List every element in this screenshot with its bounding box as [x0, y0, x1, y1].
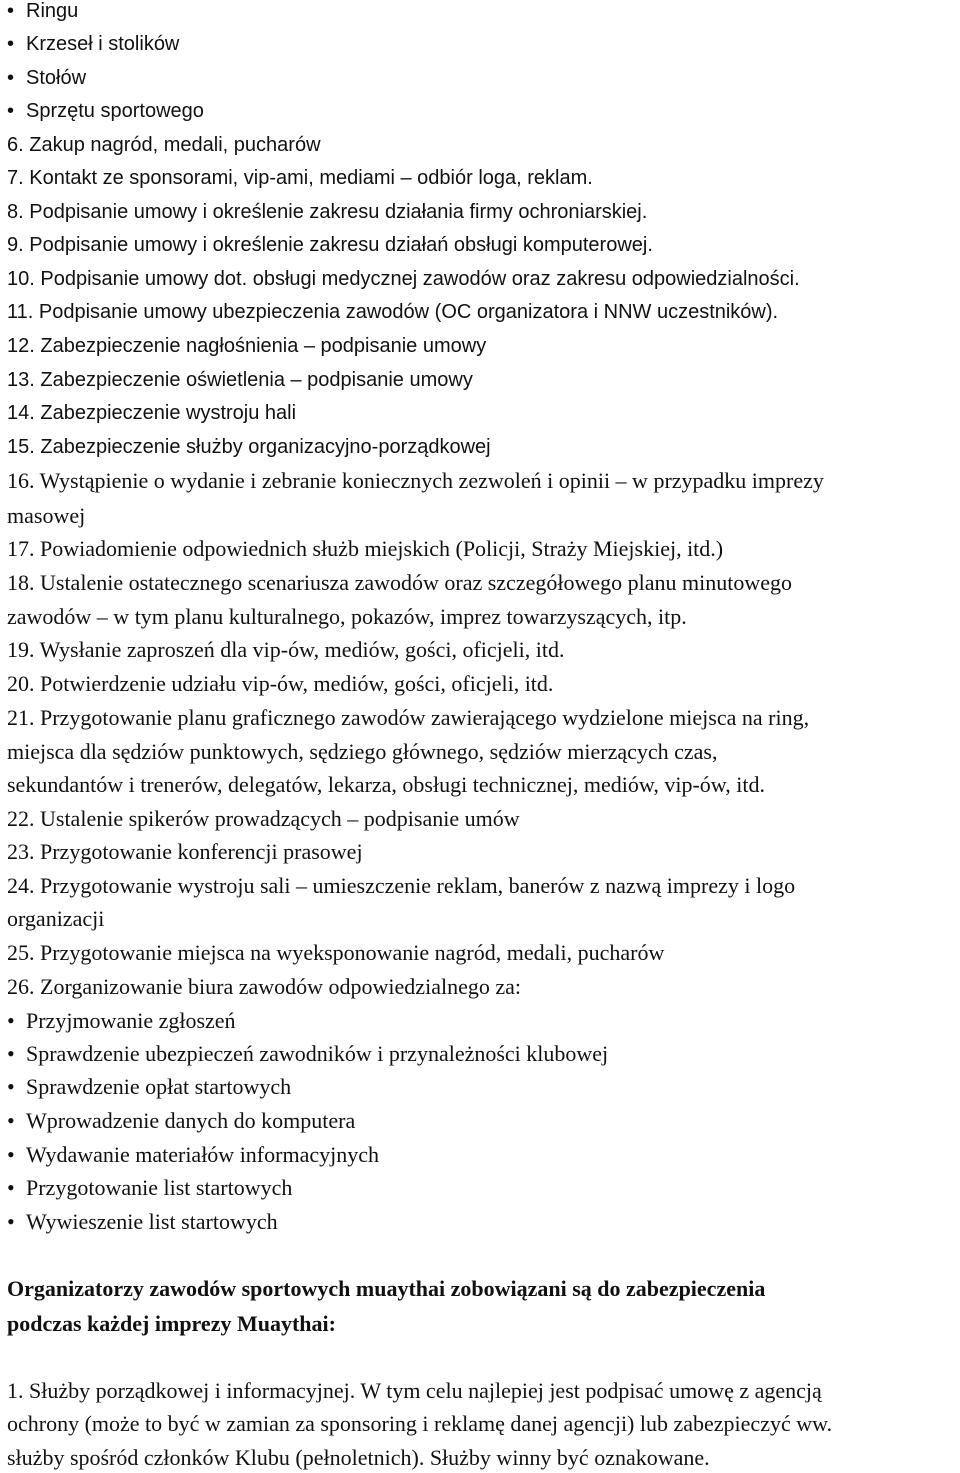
- line-text: 14. Zabezpieczenie wystroju hali: [7, 402, 297, 424]
- text-line: [7, 198, 647, 226]
- text-line: [7, 1377, 822, 1405]
- text-line: [7, 872, 795, 900]
- text-line: [7, 771, 765, 799]
- bullet-icon: •: [7, 100, 15, 122]
- line-text: 26. Zorganizowanie biura zawodów odpowiedzialnego za:: [7, 974, 521, 999]
- text-line: [7, 939, 664, 967]
- text-line: [7, 905, 104, 933]
- line-text: 23. Przygotowanie konferencji prasowej: [7, 839, 363, 864]
- bullet-icon: •: [7, 1108, 15, 1133]
- line-text: 7. Kontakt ze sponsorami, vip-ami, mediami – odbiór loga, reklam.: [7, 167, 593, 189]
- text-line: [7, 838, 363, 866]
- line-text: Wprowadzenie danych do komputera: [26, 1108, 356, 1133]
- line-text: podczas każdej imprezy Muaythai:: [7, 1311, 336, 1336]
- line-text: Ringu: [26, 0, 79, 22]
- text-line: [7, 1410, 832, 1438]
- bullet-icon: •: [7, 67, 15, 89]
- text-line: [7, 535, 723, 563]
- text-line: [7, 973, 521, 1001]
- line-text: służby spośród członków Klubu (pełnoletnich). Służby winny być oznakowane.: [7, 1445, 710, 1470]
- text-line: [7, 399, 296, 427]
- line-text: Krzeseł i stolików: [26, 33, 180, 55]
- bullet-icon: •: [7, 1175, 15, 1200]
- text-line: [7, 1444, 710, 1472]
- bold-heading-line: [7, 1275, 765, 1303]
- text-line: [7, 467, 824, 495]
- bold-heading-line: [7, 1310, 336, 1338]
- line-text: 11. Podpisanie umowy ubezpieczenia zawodów (OC organizatora i NNW uczestników).: [7, 301, 779, 323]
- text-line: [7, 164, 593, 192]
- bullet-icon: •: [7, 1209, 15, 1234]
- line-text: 6. Zakup nagród, medali, pucharów: [7, 134, 321, 156]
- text-line: [7, 502, 85, 530]
- line-text: zawodów – w tym planu kulturalnego, pokazów, imprez towarzyszących, itp.: [7, 604, 687, 629]
- bullet-icon: •: [7, 33, 15, 55]
- line-text: 13. Zabezpieczenie oświetlenia – podpisanie umowy: [7, 369, 473, 391]
- line-text: Sprawdzenie opłat startowych: [26, 1074, 292, 1099]
- line-text: 9. Podpisanie umowy i określenie zakresu działań obsługi komputerowej.: [7, 234, 653, 256]
- bullet-item: [7, 97, 204, 125]
- line-text: masowej: [7, 503, 86, 528]
- bullet-icon: •: [7, 0, 15, 22]
- line-text: Sprzętu sportowego: [26, 100, 204, 122]
- bullet-item: [7, 1073, 291, 1101]
- bullet-item: [7, 1007, 236, 1035]
- bullet-icon: •: [7, 1008, 15, 1033]
- text-line: [7, 332, 486, 360]
- line-text: 1. Służby porządkowej i informacyjnej. W tym celu najlepiej jest podpisać umowę z agencją: [7, 1378, 822, 1403]
- line-text: sekundantów i trenerów, delegatów, lekarza, obsługi technicznej, mediów, vip-ów, itd.: [7, 772, 765, 797]
- text-line: [7, 670, 553, 698]
- bullet-item: [7, 0, 78, 25]
- line-text: ochrony (może to być w zamian za sponsoring i reklamę danej agencji) lub zabezpieczyć ww.: [7, 1411, 833, 1436]
- line-text: 22. Ustalenie spikerów prowadzących – podpisanie umów: [7, 806, 520, 831]
- line-text: Wywieszenie list startowych: [26, 1209, 278, 1234]
- line-text: 16. Wystąpienie o wydanie i zebranie koniecznych zezwoleń i opinii – w przypadku imprezy: [7, 468, 824, 493]
- line-text: 24. Przygotowanie wystroju sali – umieszczenie reklam, banerów z nazwą imprezy i logo: [7, 873, 796, 898]
- text-line: [7, 298, 778, 326]
- bullet-item: [7, 1141, 379, 1169]
- text-line: [7, 265, 800, 293]
- line-text: 21. Przygotowanie planu graficznego zawodów zawierającego wydzielone miejsca na ring,: [7, 705, 810, 730]
- text-line: [7, 231, 653, 259]
- line-text: 20. Potwierdzenie udziału vip-ów, mediów, gości, oficjeli, itd.: [7, 671, 554, 696]
- text-line: [7, 636, 565, 664]
- text-line: [7, 433, 491, 461]
- bullet-item: [7, 1174, 292, 1202]
- text-line: [7, 704, 809, 732]
- bullet-item: [7, 64, 86, 92]
- line-text: 8. Podpisanie umowy i określenie zakresu działania firmy ochroniarskiej.: [7, 201, 648, 223]
- bullet-icon: •: [7, 1142, 15, 1167]
- bullet-item: [7, 1107, 355, 1135]
- line-text: 25. Przygotowanie miejsca na wyeksponowanie nagród, medali, pucharów: [7, 940, 665, 965]
- line-text: Wydawanie materiałów informacyjnych: [26, 1142, 379, 1167]
- text-line: [7, 738, 717, 766]
- text-line: [7, 805, 520, 833]
- text-line: [7, 603, 687, 631]
- bullet-icon: •: [7, 1074, 15, 1099]
- line-text: organizacji: [7, 906, 105, 931]
- text-line: [7, 569, 792, 597]
- bullet-item: [7, 1208, 278, 1236]
- line-text: Przyjmowanie zgłoszeń: [26, 1008, 236, 1033]
- line-text: Sprawdzenie ubezpieczeń zawodników i przynależności klubowej: [26, 1041, 609, 1066]
- line-text: miejsca dla sędziów punktowych, sędziego głównego, sędziów mierzących czas,: [7, 739, 718, 764]
- line-text: 10. Podpisanie umowy dot. obsługi medycznej zawodów oraz zakresu odpowiedzialności.: [7, 268, 800, 290]
- line-text: 18. Ustalenie ostatecznego scenariusza zawodów oraz szczegółowego planu minutowego: [7, 570, 792, 595]
- bullet-item: [7, 1040, 608, 1068]
- line-text: 17. Powiadomienie odpowiednich służb miejskich (Policji, Straży Miejskiej, itd.): [7, 536, 724, 561]
- bullet-icon: •: [7, 1041, 15, 1066]
- text-line: [7, 131, 321, 159]
- bullet-item: [7, 30, 179, 58]
- text-line: [7, 366, 473, 394]
- line-text: 19. Wysłanie zaproszeń dla vip-ów, mediów, gości, oficjeli, itd.: [7, 637, 565, 662]
- line-text: 12. Zabezpieczenie nagłośnienia – podpisanie umowy: [7, 335, 487, 357]
- line-text: Przygotowanie list startowych: [26, 1175, 293, 1200]
- line-text: Organizatorzy zawodów sportowych muaythai zobowiązani są do zabezpieczenia: [7, 1276, 766, 1301]
- line-text: 15. Zabezpieczenie służby organizacyjno-porządkowej: [7, 436, 491, 458]
- line-text: Stołów: [26, 67, 87, 89]
